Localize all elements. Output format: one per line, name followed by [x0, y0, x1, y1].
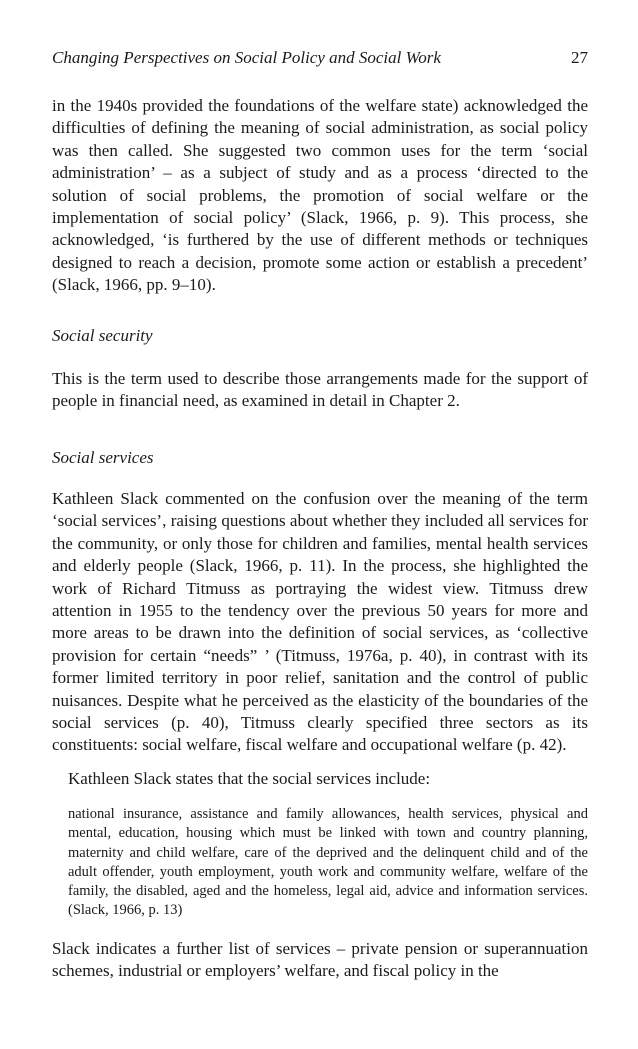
paragraph-slack-definition: in the 1940s provided the foundations of the welfare state) acknowledged the difficulties of defining the meaning of social administration, as social policy was then called. She suggested two common uses for the term ‘social administration’ – as a subject of study and as a process ‘directed to the solution of social problems, the promotion of social welfare or the implementation of social policy’ (Slack, 1966, p. 9). This process, she acknowledged, ‘is furthered by the use of different methods or techniques designed to reach a decision, promote some action or establish a precedent’ (Slack, 1966, pp. 9–10).	[52, 96, 588, 295]
running-title: Changing Perspectives on Social Policy and Social Work	[52, 48, 441, 67]
paragraph-social-security: This is the term used to describe those arrangements made for the support of people in financial need, as examined in detail in Chapter 2.	[52, 369, 588, 411]
paragraph-slack-states: Kathleen Slack states that the social services include:	[68, 769, 431, 788]
heading-social-services: Social services	[52, 448, 154, 467]
page-number: 27	[571, 48, 588, 67]
paragraph-social-services: Kathleen Slack commented on the confusion over the meaning of the term ‘social services’, raising questions about whether they included all services for the community, or only those for children and families, mental health services and elderly people (Slack, 1966, p. 11). In the process, she highlighted the work of Richard Titmuss as portraying the widest view. Titmuss drew attention in 1955 to the tendency over the previous 50 years for more and more areas to be drawn into the definition of social services, as ‘collective provision for certain “needs” ’ (Titmuss, 1976a, p. 40), in contrast with its former limited territory in poor relief, sanitation and the control of public nuisances. Despite what he perceived as the elasticity of the boundaries of the social services (p. 40), Titmuss clearly specified three sectors as its constituents: social welfare, fiscal welfare and occupational welfare (p. 42).	[52, 489, 588, 755]
heading-social-security: Social security	[52, 326, 153, 345]
paragraph-further-services: Slack indicates a further list of services – private pension or superannuation schemes, industrial or employers’ welfare, and fiscal policy in the	[52, 939, 588, 981]
block-quote-slack: national insurance, assistance and family allowances, health services, physical and mental, education, housing which must be linked with town and country planning, maternity and child welfare, care of the deprived and the delinquent child and of the adult offender, youth employment, youth work and community welfare, welfare of the family, the disabled, aged and the homeless, legal aid, advice and information services. (Slack, 1966, p. 13)	[68, 806, 588, 919]
running-header	[52, 48, 588, 72]
